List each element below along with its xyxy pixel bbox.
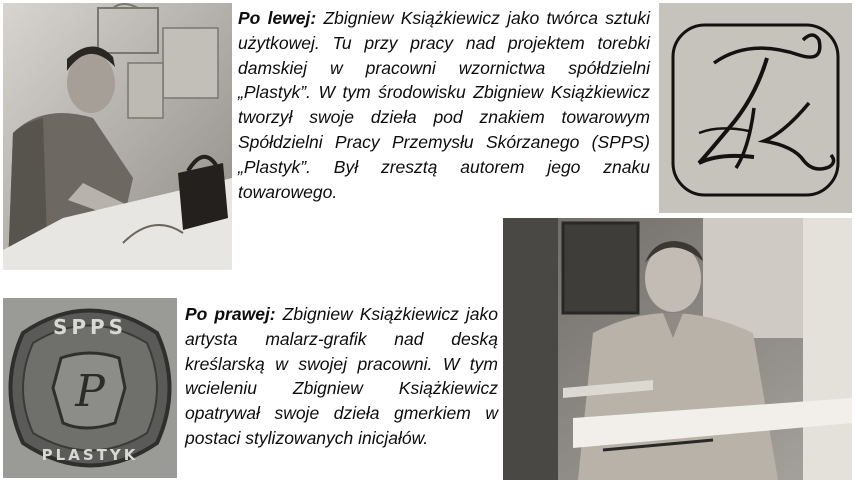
artist-photo-graphic [503, 218, 852, 480]
seal-bottom-text: PLASTYK [41, 446, 139, 464]
photo-artist-at-drawing-board [503, 218, 852, 480]
seal-graphic [3, 298, 177, 478]
caption-right [185, 302, 498, 451]
monogram-graphic [659, 3, 852, 213]
seal-center-letter: P [75, 366, 105, 417]
caption-right-heading: Po prawej: [185, 304, 276, 324]
designer-photo-graphic [3, 3, 232, 270]
caption-left-heading: Po lewej: [238, 8, 317, 28]
spps-plastyk-seal-icon [3, 298, 177, 478]
zk-monogram-icon [659, 3, 852, 213]
seal-top-text: SPPS [52, 315, 128, 339]
caption-left-body: Zbigniew Książkiewicz jako twórca sztuki użytkowej. Tu przy pracy nad projektem torebki damskiej w pracowni wzornictwa spółdzielni „Plastyk”. W tym środowisku Zbigniew Książkiewicz tworzył swoje dzieła pod znakiem towarowym Spółdzielni Pracy Przemysłu Skórzanego (SPPS) „Plastyk”. Był zresztą autorem jego znaku towarowego. [238, 8, 650, 202]
caption-right-body: Zbigniew Książkiewicz jako artysta malarz-grafik nad deską kreślarską w swojej pracowni. W tym wcieleniu Zbigniew Książkiewicz opatrywał swoje dzieła gmerkiem w postaci stylizowanych inicjałów. [185, 304, 498, 448]
photo-designer-at-drafting-table [3, 3, 232, 270]
caption-left [238, 6, 650, 204]
